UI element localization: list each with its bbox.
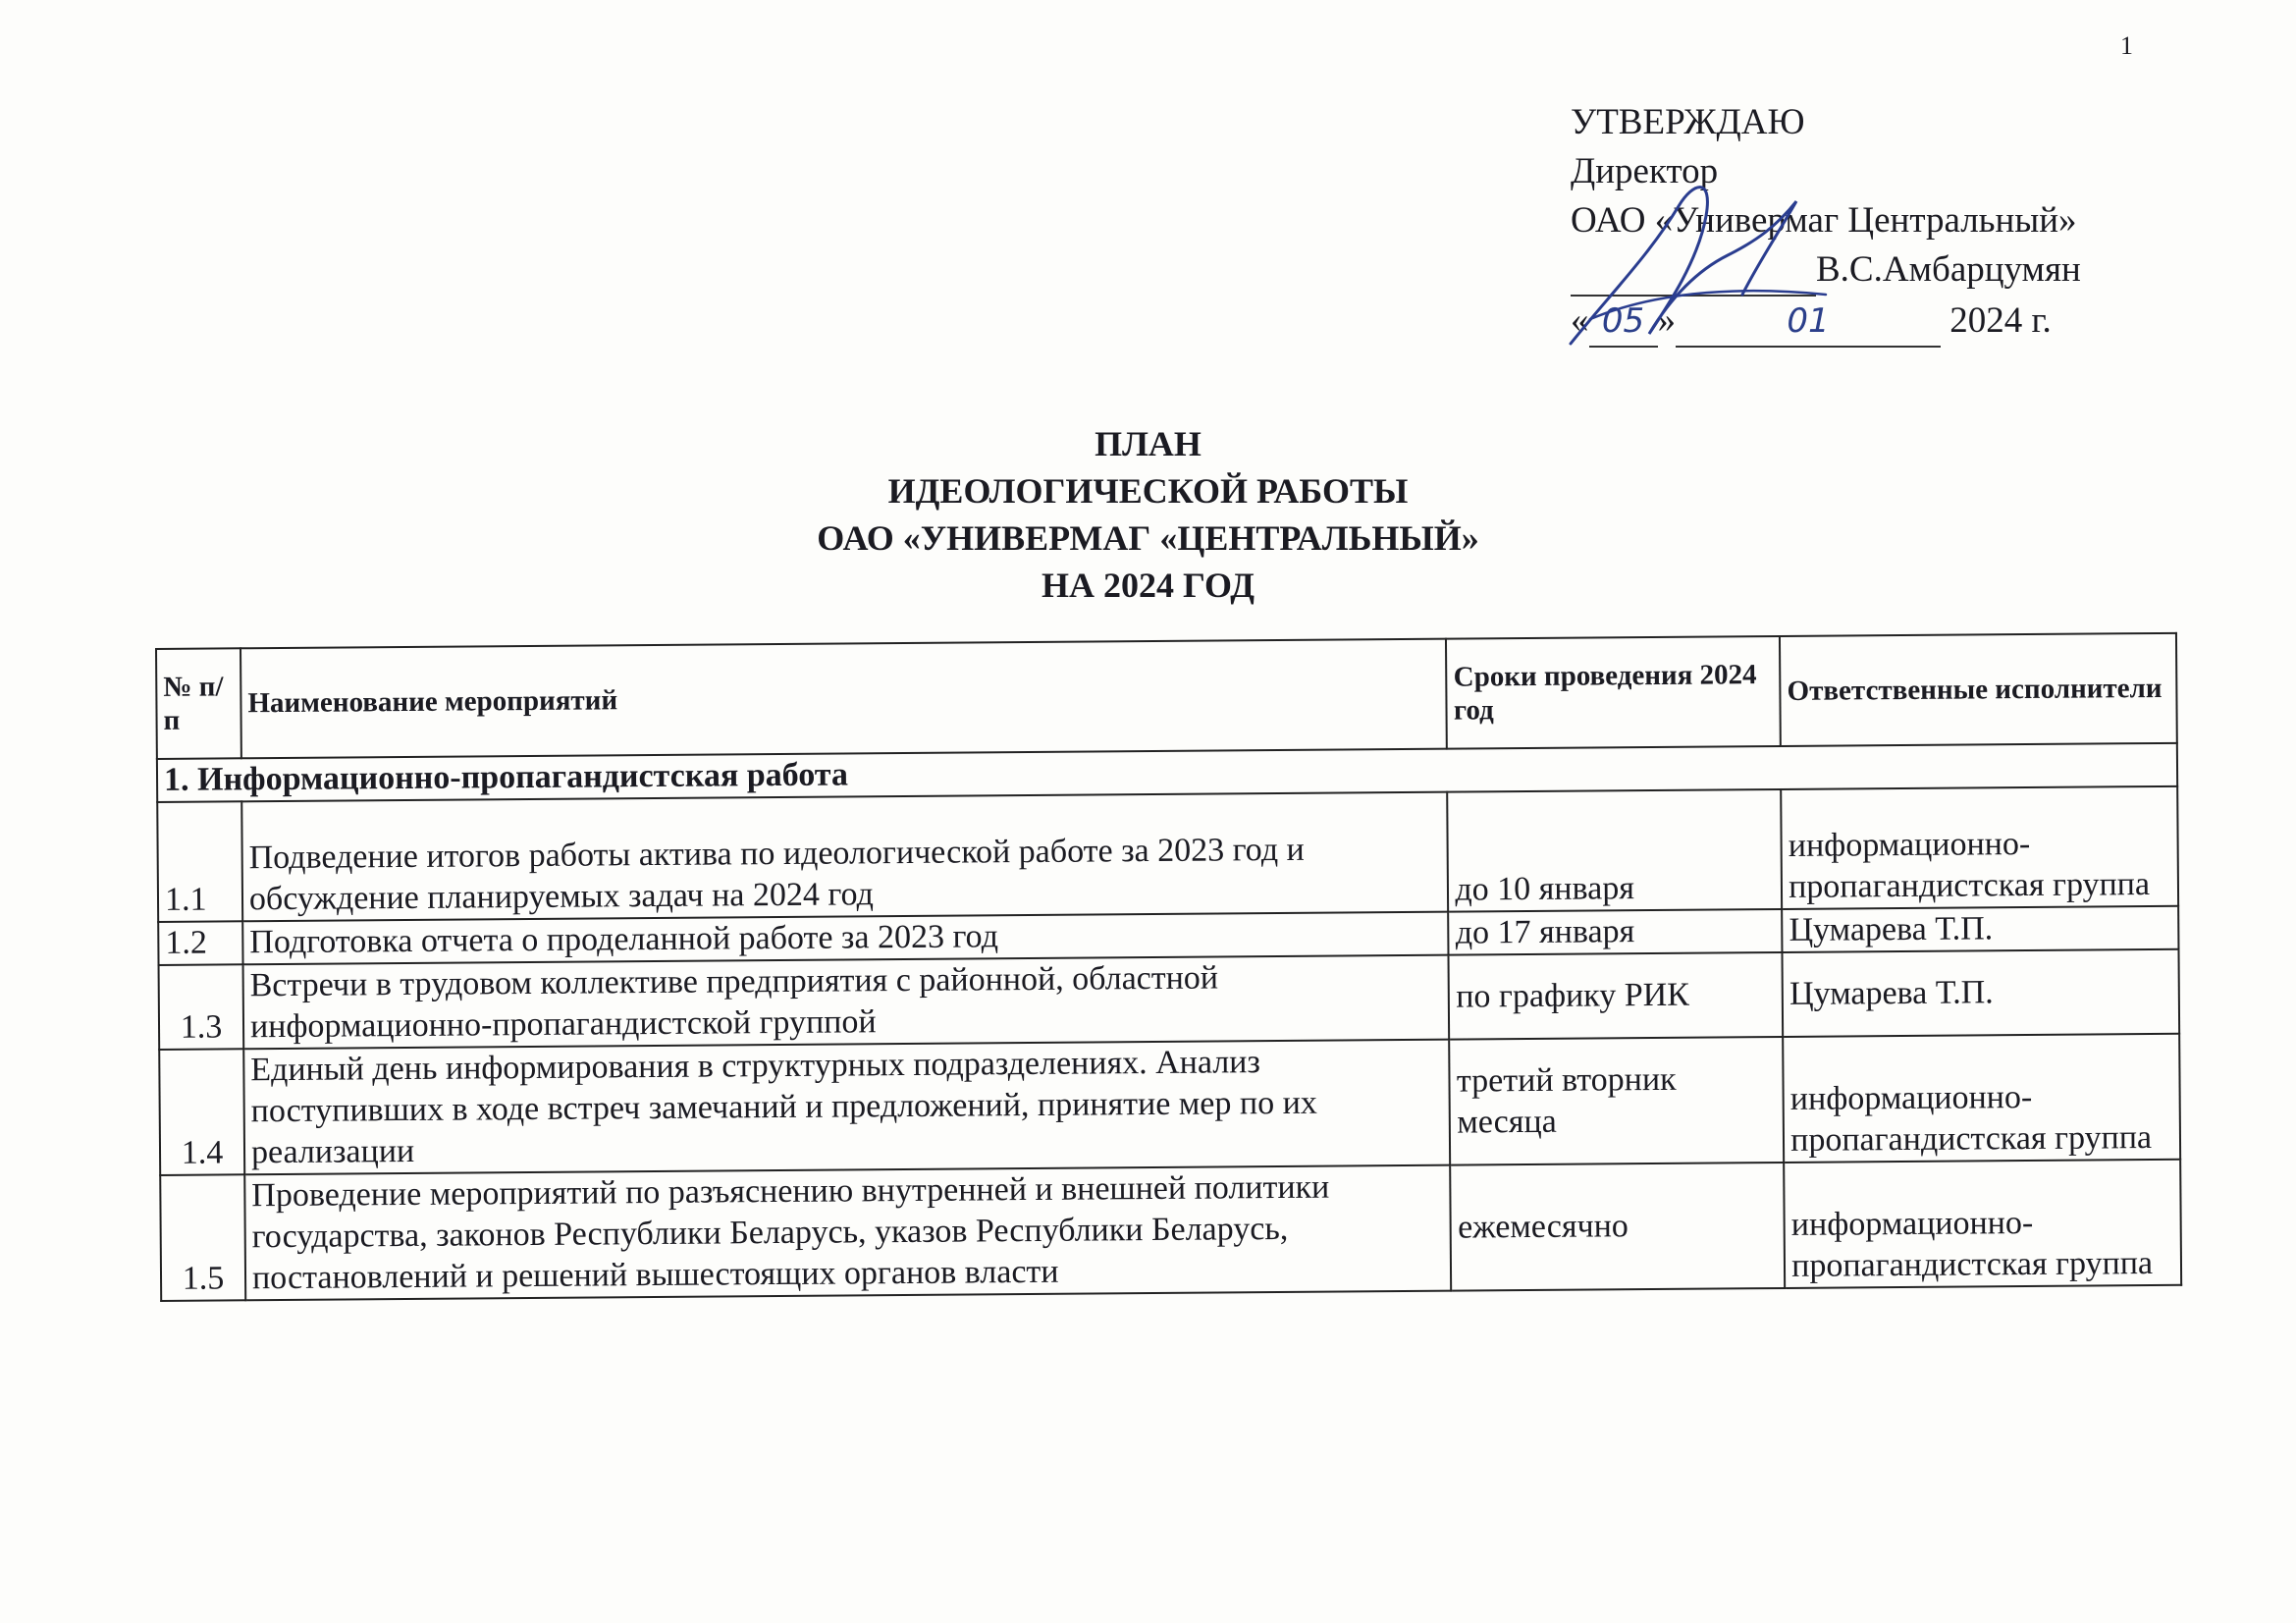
- header-dates: Сроки проведения 2024 год: [1446, 636, 1781, 749]
- title-line-2: ИДЕОЛОГИЧЕСКОЙ РАБОТЫ: [887, 471, 1409, 511]
- row-name: Подготовка отчета о проделанной работе за 2023 год: [242, 912, 1449, 965]
- date-year: 2024 г.: [1949, 300, 2052, 341]
- row-num: 1.1: [157, 801, 242, 922]
- row-num: 1.5: [160, 1174, 245, 1301]
- approver-name: В.С.Амбарцумян: [1816, 249, 2081, 290]
- row-name: Подведение итогов работы актива по идеологической работе за 2023 год и обсуждение планируемых задач на 2024 год: [241, 792, 1448, 922]
- title-line-1: ПЛАН: [1095, 424, 1201, 463]
- table-row: [159, 1034, 2180, 1175]
- header-num: № п/п: [156, 648, 241, 759]
- row-responsible: Цумарева Т.П.: [1782, 906, 2178, 952]
- date-month: 01: [1676, 297, 1941, 348]
- table-header-row: [156, 633, 2177, 759]
- row-num: 1.4: [159, 1049, 244, 1175]
- section-title: 1. Информационно-пропагандистская работа: [157, 743, 2177, 802]
- date-open-quote: «: [1571, 300, 1589, 341]
- row-name: Встречи в трудовом коллективе предприятия с районной, областной информационно-пропагандистской группой: [242, 955, 1449, 1050]
- row-responsible: Цумарева Т.П.: [1783, 949, 2179, 1037]
- header-responsible: Ответственные исполнители: [1780, 633, 2177, 746]
- approval-organization: ОАО «Универмаг Центральный»: [1571, 200, 2077, 241]
- row-responsible: информационно-пропагандистская группа: [1783, 1034, 2180, 1163]
- row-responsible: информационно-пропагандистская группа: [1781, 786, 2178, 909]
- approval-heading: УТВЕРЖДАЮ: [1571, 102, 1805, 142]
- title-line-3: ОАО «УНИВЕРМАГ «ЦЕНТРАЛЬНЫЙ»: [817, 518, 1479, 558]
- document-title: [0, 420, 2296, 609]
- approval-position: Директор: [1571, 151, 1719, 191]
- approval-signature-line: [1571, 245, 2160, 297]
- signature-blank: [1571, 245, 1816, 297]
- page-number: 1: [2120, 31, 2133, 60]
- date-close-quote: »: [1657, 300, 1676, 341]
- title-line-4: НА 2024 ГОД: [1041, 566, 1255, 605]
- row-name: Единый день информирования в структурных подразделениях. Анализ поступивших в ходе встреч замечаний и предложений, принятие мер по их реализации: [243, 1040, 1450, 1175]
- approval-date: [1571, 297, 2160, 348]
- row-name: Проведение мероприятий по разъяснению внутренней и внешней политики государства, законов Республики Беларусь, указов Республики Беларусь, постановлений и решений вышестоящих органов власти: [244, 1165, 1451, 1301]
- row-num: 1.2: [158, 921, 242, 965]
- table-row: [157, 786, 2178, 922]
- plan-table: [155, 632, 2182, 1302]
- row-dates: третий вторник месяца: [1450, 1037, 1785, 1165]
- row-num: 1.3: [159, 964, 244, 1050]
- date-day: 05: [1589, 297, 1658, 348]
- header-name: Наименование мероприятий: [240, 639, 1447, 759]
- table-row: [160, 1160, 2181, 1301]
- row-dates: до 10 января: [1448, 789, 1783, 912]
- row-responsible: информационно-пропагандистская группа: [1784, 1160, 2181, 1288]
- row-dates: ежемесячно: [1451, 1163, 1786, 1291]
- approval-block: [1571, 98, 2160, 348]
- row-dates: до 17 января: [1449, 909, 1783, 955]
- table-row: [159, 949, 2180, 1050]
- row-dates: по графику РИК: [1449, 952, 1783, 1040]
